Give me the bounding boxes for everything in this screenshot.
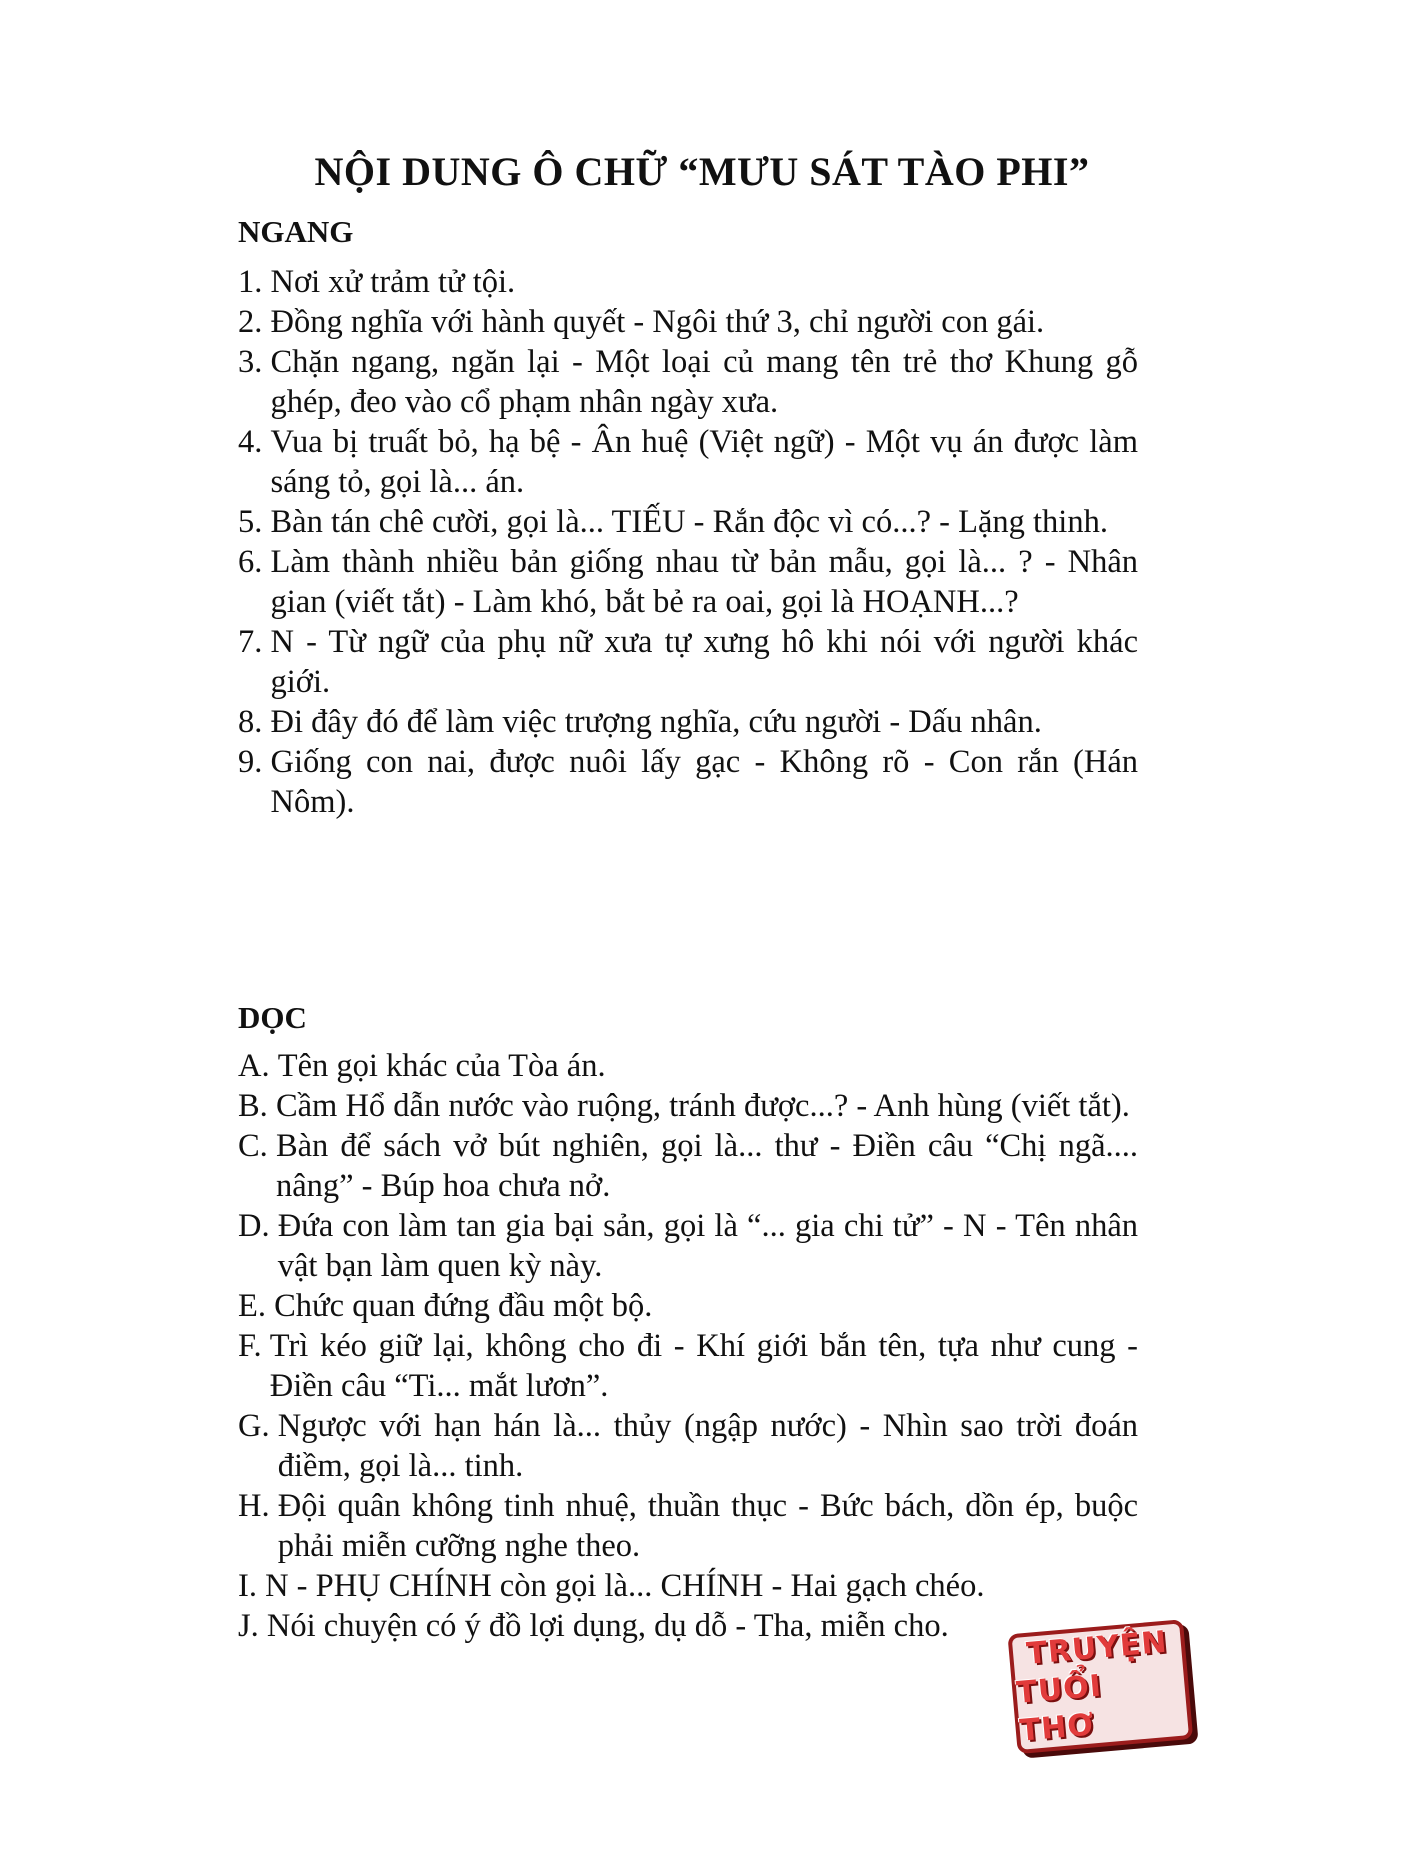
clue-item	[238, 422, 1138, 502]
clue-letter: E.	[238, 1288, 266, 1324]
clue-letter: C.	[238, 1128, 268, 1164]
clue-text: Nơi xử trảm tử tội.	[270, 264, 516, 300]
clue-text: Đứa con làm tan gia bại sản, gọi là “... gia chi tử” - N - Tên nhân vật bạn làm quen kỳ này.	[277, 1208, 1138, 1284]
truyen-tuoi-tho-logo	[1007, 1620, 1184, 1749]
clue-text: Cầm Hổ dẫn nước vào ruộng, tránh được...? - Anh hùng (viết tắt).	[275, 1088, 1130, 1124]
clue-text: Chặn ngang, ngăn lại - Một loại củ mang tên trẻ thơ Khung gỗ ghép, đeo vào cổ phạm nhân ngày xưa.	[270, 344, 1138, 420]
ngang-clue-list	[238, 262, 1138, 822]
clue-letter: I.	[238, 1568, 257, 1604]
clue-item	[238, 1086, 1138, 1126]
clue-text: Ngược với hạn hán là... thủy (ngập nước) - Nhìn sao trời đoán điềm, gọi là... tinh.	[277, 1408, 1138, 1484]
clue-item	[238, 1486, 1138, 1566]
clue-number: 2.	[238, 304, 263, 340]
clue-item	[238, 542, 1138, 622]
clue-item	[238, 502, 1138, 542]
clue-text: Trì kéo giữ lại, không cho đi - Khí giới bắn tên, tựa như cung - Điền câu “Ti... mắt lươn”.	[269, 1328, 1138, 1404]
clue-number: 3.	[238, 344, 263, 380]
clue-item	[238, 342, 1138, 422]
clue-letter: J.	[238, 1608, 259, 1644]
clue-item	[238, 1566, 1138, 1606]
clue-item	[238, 302, 1138, 342]
clue-item	[238, 702, 1138, 742]
clue-number: 7.	[238, 624, 263, 660]
clue-item	[238, 622, 1138, 702]
clue-letter: F.	[238, 1328, 262, 1364]
clue-letter: D.	[238, 1208, 270, 1244]
clue-text: Bàn tán chê cười, gọi là... TIẾU - Rắn độc vì có...? - Lặng thinh.	[270, 504, 1108, 540]
clue-text: Chức quan đứng đầu một bộ.	[274, 1288, 653, 1324]
clue-text: Đội quân không tinh nhuệ, thuần thục - Bức bách, dồn ép, buộc phải miễn cưỡng nghe theo.	[277, 1488, 1138, 1564]
clue-number: 1.	[238, 264, 263, 300]
section-heading-doc: DỌC	[238, 1000, 307, 1035]
clue-text: Nói chuyện có ý đồ lợi dụng, dụ dỗ - Tha, miễn cho.	[266, 1608, 949, 1644]
clue-item	[238, 1606, 1138, 1646]
clue-item	[238, 262, 1138, 302]
doc-clue-list	[238, 1046, 1138, 1646]
clue-text: Tên gọi khác của Tòa án.	[277, 1048, 606, 1084]
clue-number: 6.	[238, 544, 263, 580]
clue-letter: A.	[238, 1048, 270, 1084]
clue-text: N - Từ ngữ của phụ nữ xưa tự xưng hô khi nói với người khác giới.	[270, 624, 1138, 700]
clue-number: 4.	[238, 424, 263, 460]
clue-letter: H.	[238, 1488, 270, 1524]
page-title: NỘI DUNG Ô CHỮ “MƯU SÁT TÀO PHI”	[314, 149, 1090, 194]
clue-number: 8.	[238, 704, 263, 740]
logo-line-2: TUỔI THƠ	[1015, 1668, 1104, 1749]
clue-text: Bàn để sách vở bút nghiên, gọi là... thư - Điền câu “Chị ngã.... nâng” - Búp hoa chưa nở.	[275, 1128, 1138, 1204]
clue-text: Đi đây đó để làm việc trượng nghĩa, cứu người - Dấu nhân.	[270, 704, 1042, 740]
logo-line-1: TRUYỆN	[1025, 1624, 1169, 1672]
clue-text: Giống con nai, được nuôi lấy gạc - Không rõ - Con rắn (Hán Nôm).	[270, 744, 1138, 820]
clue-item	[238, 1126, 1138, 1206]
clue-text: Vua bị truất bỏ, hạ bệ - Ân huệ (Việt ngữ) - Một vụ án được làm sáng tỏ, gọi là... án.	[270, 424, 1138, 500]
clue-item	[238, 742, 1138, 822]
clue-item	[238, 1206, 1138, 1286]
clue-number: 5.	[238, 504, 263, 540]
clue-text: N - PHỤ CHÍNH còn gọi là... CHÍNH - Hai gạch chéo.	[265, 1568, 985, 1604]
clue-number: 9.	[238, 744, 263, 780]
logo-badge	[1007, 1619, 1193, 1754]
section-heading-ngang: NGANG	[238, 214, 354, 249]
clue-item	[238, 1286, 1138, 1326]
clue-item	[238, 1326, 1138, 1406]
clue-letter: B.	[238, 1088, 268, 1124]
clue-text: Đồng nghĩa với hành quyết - Ngôi thứ 3, chỉ người con gái.	[270, 304, 1045, 340]
clue-letter: G.	[238, 1408, 270, 1444]
clue-text: Làm thành nhiều bản giống nhau từ bản mẫu, gọi là... ? - Nhân gian (viết tắt) - Làm khó, bắt bẻ ra oai, gọi là HOẠNH...?	[270, 544, 1138, 620]
clue-item	[238, 1046, 1138, 1086]
clue-item	[238, 1406, 1138, 1486]
